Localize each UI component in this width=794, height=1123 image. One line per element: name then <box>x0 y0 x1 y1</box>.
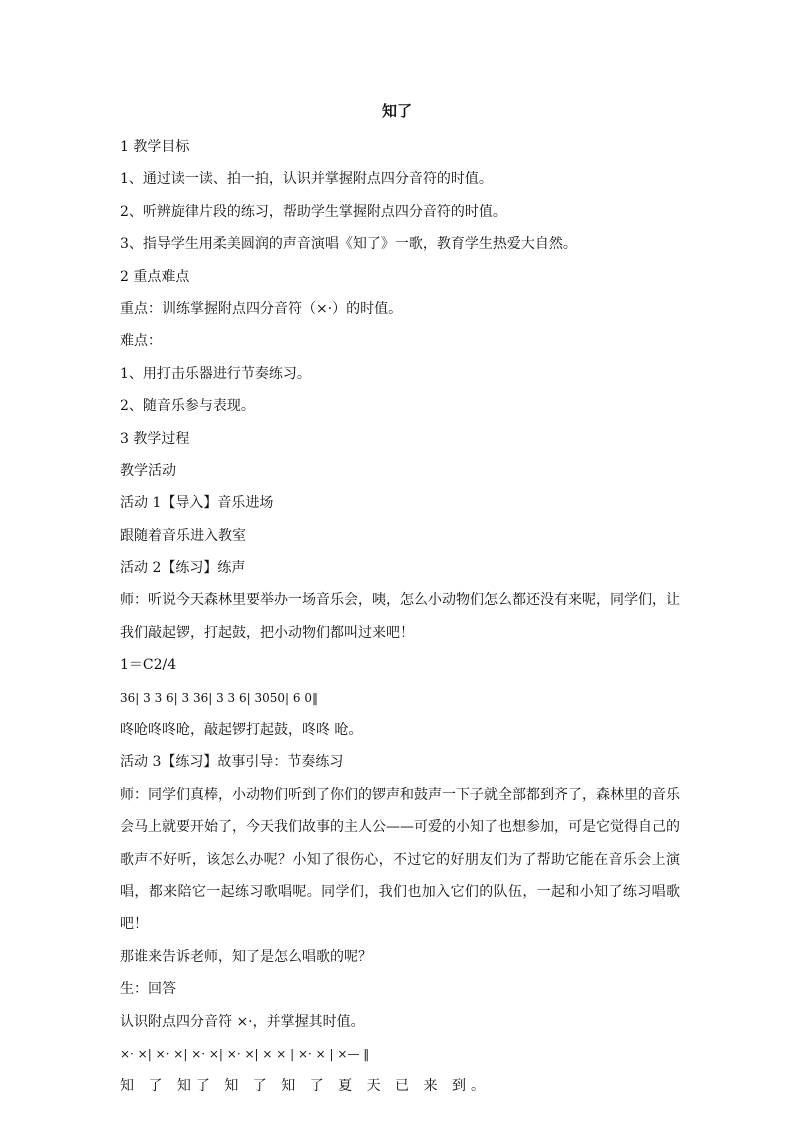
rhythm-line: ×· ×| ×· ×| ×· ×| ×· ×| × × | ×· × | ×— ‖ <box>120 1047 370 1062</box>
activity-2-heading: 活动 2【练习】练声 <box>120 560 246 577</box>
objective-2: 2、听辨旋律片段的练习，帮助学生掌握附点四分音符的时值。 <box>120 203 507 220</box>
objective-3: 3、指导学生用柔美圆润的声音演唱《知了》一歌，教育学生热爱大自然。 <box>120 236 577 253</box>
difficulty-2: 2、随音乐参与表现。 <box>120 398 255 415</box>
activity-1-heading: 活动 1【导入】音乐进场 <box>120 495 274 512</box>
difficulty-label: 难点： <box>120 333 162 350</box>
difficulty-1: 1、用打击乐器进行节奏练习。 <box>120 365 311 382</box>
activity-1-text: 跟随着音乐进入教室 <box>120 527 246 544</box>
activity-3-heading: 活动 3【练习】故事引导：节奏练习 <box>120 754 344 771</box>
teaching-activities-label: 教学活动 <box>120 462 176 479</box>
section-heading-objectives: 1 教学目标 <box>120 139 190 155</box>
teacher-question: 那谁来告诉老师，知了是怎么唱歌的呢？ <box>120 948 372 965</box>
document-body <box>120 131 680 1103</box>
notation-line-1: 36| 3 3 6| 3 36| 3 3 6| 3050| 6 0‖ <box>120 690 318 705</box>
lyrics-line-1: 咚呛咚咚呛，敲起锣打起鼓，咚咚 呛。 <box>120 722 363 739</box>
document-title: 知了 <box>381 102 412 120</box>
key-signature: 1＝C2/4 <box>120 657 177 674</box>
teacher-paragraph-1: 师：听说今天森林里要举办一场音乐会，咦，怎么小动物们怎么都还没有来呢，同学们，让我们敲起锣，打起鼓，把小动物们都叫过来吧！ <box>120 592 680 641</box>
dotted-note-intro: 认识附点四分音符 ×·，并掌握其时值。 <box>120 1013 365 1030</box>
lyrics-line-2: 知 了 知了 知 了 知 了 夏 天 已 来 到。 <box>120 1078 490 1095</box>
key-point: 重点：训练掌握附点四分音符（×·）的时值。 <box>120 300 403 317</box>
section-heading-process: 3 教学过程 <box>120 430 190 447</box>
section-heading-key-points: 2 重点难点 <box>120 268 190 285</box>
objective-1: 1、通过读一读、拍一拍，认识并掌握附点四分音符的时值。 <box>120 171 493 188</box>
student-response: 生：回答 <box>120 981 176 998</box>
teacher-paragraph-2: 师：同学们真棒，小动物们听到了你们的锣声和鼓声一下子就全部都到齐了，森林里的音乐会马上就要开始了，今天我们故事的主人公——可爱的小知了也想参加，可是它觉得自己的歌声不好听，该怎么办呢？小知了很伤心，不过它的好朋友们为了帮助它能在音乐会上演唱，都来陪它一起练习歌唱呢。同学们，我们也加入它们的队伍，一起和小知了练习唱歌吧！ <box>120 786 680 933</box>
